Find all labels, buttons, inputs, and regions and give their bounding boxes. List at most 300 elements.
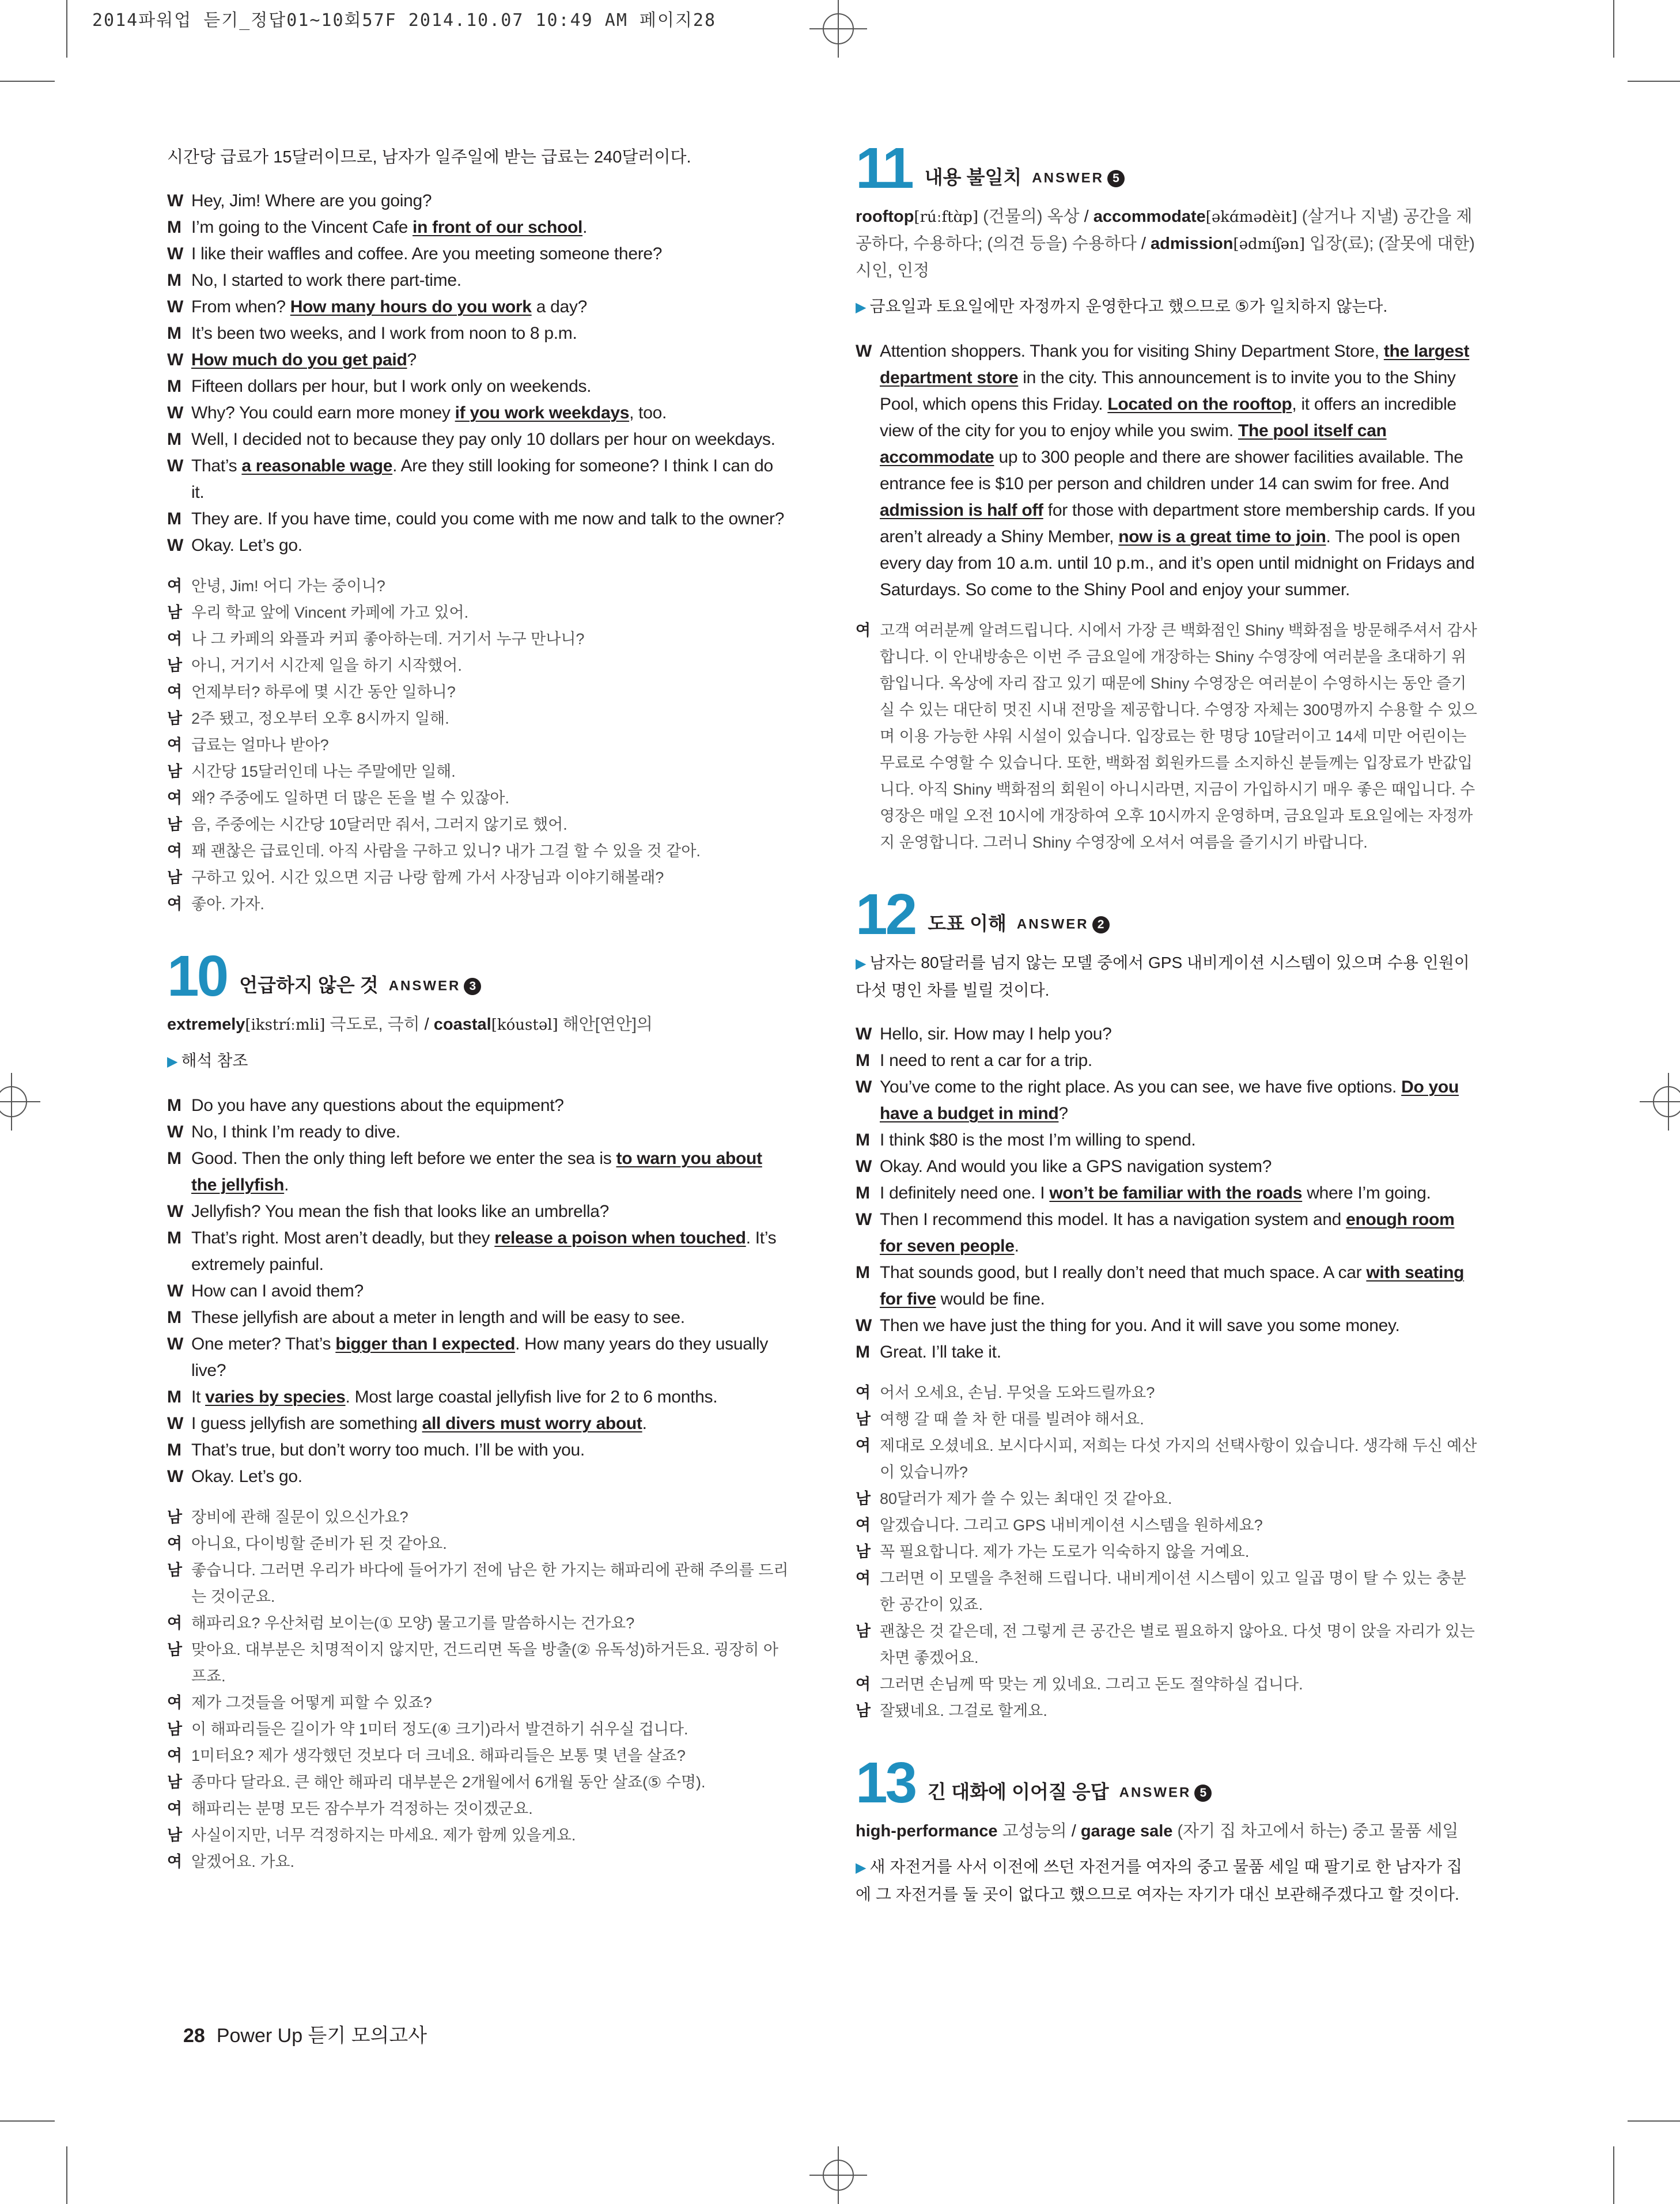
speaker-label: W <box>856 1024 872 1044</box>
text-segment: That sounds good, but I really don’t need that much space. A car <box>880 1263 1367 1282</box>
speaker-label: W <box>167 1202 184 1221</box>
dialog-line <box>167 373 789 400</box>
q12-translation <box>856 1379 1478 1724</box>
speaker-label: 여 <box>856 622 871 639</box>
translation-line <box>167 785 789 811</box>
translation-text: 아니, 거기서 시간제 일을 하기 시작했어. <box>191 657 462 674</box>
translation-text: 우리 학교 앞에 Vincent 카페에 가고 있어. <box>191 604 469 621</box>
speaker-label: W <box>167 456 184 475</box>
dialog-text <box>880 1180 1478 1207</box>
vocab-gloss: (건물의) 옥상 <box>983 207 1080 226</box>
speaker-label: M <box>167 1096 181 1115</box>
translation-line <box>856 1485 1478 1512</box>
speaker-label: M <box>167 1388 181 1407</box>
right-column <box>856 136 1478 1925</box>
translation-text: 언제부터? 하루에 몇 시간 동안 일하니? <box>191 683 456 701</box>
dialog-text <box>880 1154 1478 1180</box>
translation-text: 꼭 필요합니다. 제가 가는 도로가 익숙하지 않을 거예요. <box>880 1543 1250 1560</box>
speaker-label: 여 <box>167 736 183 754</box>
dialog-line <box>167 320 789 347</box>
answer-circle: 5 <box>1194 1785 1212 1802</box>
separator: / <box>1079 207 1093 226</box>
dialog-line <box>167 1092 789 1119</box>
dialog-text <box>191 1092 789 1119</box>
translation-line <box>167 811 789 838</box>
text-segment: That’s right. Most aren’t deadly, but they <box>191 1228 495 1247</box>
text-segment: up to 300 people and there are shower facilities available. The entrance fee is $10 per person and children under 14 can swim for free. And <box>880 448 1463 493</box>
speaker-label: 여 <box>167 1800 183 1817</box>
q10-vocab <box>167 1011 789 1038</box>
translation-text: 여행 갈 때 쓸 차 한 대를 빌려야 해서요. <box>880 1411 1144 1428</box>
speaker-label: W <box>167 1467 184 1486</box>
speaker-label: M <box>856 1343 870 1362</box>
translation-line <box>856 1565 1478 1618</box>
text-segment: . <box>642 1414 647 1433</box>
translation-line <box>167 1557 789 1610</box>
blank-answer: in front of our school <box>413 218 583 237</box>
speaker-label: 여 <box>167 1694 183 1711</box>
speaker-label: M <box>167 1149 181 1168</box>
text-segment: . Are they still looking for someone? I think I can do it. <box>191 456 773 502</box>
text-segment: where I’m going. <box>1302 1184 1431 1203</box>
text-segment: in the city. This announcement is to invite you to the Shiny Pool, which opens this Friday. <box>880 368 1456 414</box>
crop-mark <box>1613 0 1614 58</box>
translation-line <box>856 1406 1478 1432</box>
text-segment: How can I avoid them? <box>191 1281 364 1301</box>
text-segment: Okay. Let’s go. <box>191 536 302 555</box>
q13-header <box>856 1751 1478 1815</box>
speaker-label: 남 <box>856 1411 871 1428</box>
speaker-label: W <box>167 297 184 316</box>
blank-answer: Do you have a budget in mind <box>880 1078 1459 1123</box>
text-segment: It’s been two weeks, and I work from noon to 8 p.m. <box>191 324 577 343</box>
text-segment: Why? You could earn more money <box>191 403 455 422</box>
dialog-text <box>191 294 789 320</box>
dialog-line <box>167 1331 789 1384</box>
dialog-line <box>167 294 789 320</box>
answer-circle: 3 <box>464 978 481 995</box>
translation-line <box>167 1636 789 1689</box>
speaker-label: 남 <box>167 816 183 833</box>
translation-text: 잘됐네요. 그걸로 할게요. <box>880 1702 1047 1719</box>
dialog-text <box>191 426 789 453</box>
dialog-line <box>167 267 789 294</box>
q11-translation <box>856 617 1478 856</box>
dialog-line <box>167 506 789 532</box>
speaker-label: M <box>856 1051 870 1070</box>
speaker-label: 여 <box>167 683 183 701</box>
speaker-label: 여 <box>856 1570 871 1587</box>
q10-translation <box>167 1504 789 1875</box>
speaker-label: W <box>856 1210 872 1229</box>
translation-text: 음, 주중에는 시간당 10달러만 줘서, 그러지 않기로 했어. <box>191 816 567 833</box>
translation-line <box>856 1671 1478 1698</box>
speaker-label: 남 <box>167 1721 183 1738</box>
text-segment: . How many years do they usually live? <box>191 1335 769 1380</box>
dialog-text <box>191 1119 789 1146</box>
dialog-text <box>880 1048 1478 1074</box>
translation-line <box>167 1742 789 1769</box>
q13-hint: ▶ 새 자전거를 사서 이전에 쓰던 자전거를 여자의 중고 물품 세일 때 팔기로 한 남자가 집에 그 자전거를 둘 곳이 없다고 했으므로 여자는 자기가 대신 보관해주겠다고 할 것이다. <box>856 1858 1463 1903</box>
text-segment: . <box>582 218 588 237</box>
crop-mark <box>0 2120 55 2122</box>
text-segment: Then I recommend this model. It has a navigation system and <box>880 1210 1346 1229</box>
speaker-label: 남 <box>167 1827 183 1844</box>
translation-line <box>167 1610 789 1636</box>
speaker-label: M <box>167 377 181 396</box>
blank-answer: all divers must worry about <box>422 1414 642 1433</box>
speaker-label: 남 <box>856 1490 871 1507</box>
answer-circle: 5 <box>1107 170 1125 187</box>
vocab-word: admission <box>1151 235 1233 253</box>
dialog-text <box>191 214 789 241</box>
dialog-text <box>191 267 789 294</box>
vocab-gloss: 극도로, 극히 <box>330 1015 420 1034</box>
translation-line <box>167 1716 789 1742</box>
speaker-label: 여 <box>856 1384 871 1401</box>
translation-line <box>167 573 789 599</box>
dialog-line <box>167 400 789 426</box>
dialog-text <box>880 1074 1478 1127</box>
translation-line <box>856 1618 1478 1671</box>
dialog-line <box>856 1154 1478 1180</box>
blank-answer: admission is half off <box>880 501 1043 520</box>
speaker-label: 여 <box>856 1437 871 1454</box>
speaker-label: 여 <box>167 842 183 860</box>
dialog-line <box>856 1313 1478 1339</box>
vocab-gloss: (자기 집 차고에서 하는) 중고 물품 세일 <box>1177 1822 1459 1840</box>
translation-text: 이 해파리들은 길이가 약 1미터 정도(④ 크기)라서 발견하기 쉬우실 겁니다. <box>191 1721 688 1738</box>
speaker-label: W <box>167 1281 184 1301</box>
speaker-label: 남 <box>856 1702 871 1719</box>
text-segment: No, I think I’m ready to dive. <box>191 1122 400 1141</box>
blank-answer: Located on the rooftop <box>1107 395 1292 414</box>
translation-text: 80달러가 제가 쓸 수 있는 최대인 것 같아요. <box>880 1490 1172 1507</box>
q13-answer: ANSWER 5 <box>1119 1785 1212 1802</box>
translation-line <box>167 864 789 891</box>
dialog-line <box>167 453 789 506</box>
triangle-icon: ▶ <box>856 1860 867 1876</box>
dialog-text <box>880 1021 1478 1048</box>
crop-mark <box>0 81 55 82</box>
speaker-label: 남 <box>167 657 183 674</box>
speaker-label: 여 <box>167 1747 183 1764</box>
translation-line <box>167 679 789 705</box>
dialog-line <box>167 1305 789 1331</box>
text-segment: Good. Then the only thing left before we enter the sea is <box>191 1149 616 1168</box>
translation-text: 장비에 관해 질문이 있으신가요? <box>191 1509 408 1526</box>
crop-mark <box>1613 2146 1614 2204</box>
crop-mark <box>66 2146 67 2204</box>
registration-mark <box>1640 1073 1680 1131</box>
pronunciation: [ədmíʃən] <box>1233 236 1305 253</box>
dialog-text <box>880 1260 1478 1313</box>
speaker-label: W <box>856 1157 872 1176</box>
speaker-label: M <box>856 1184 870 1203</box>
dialog-text <box>191 1384 789 1411</box>
speaker-label: M <box>167 1228 181 1247</box>
translation-line <box>167 1769 789 1795</box>
text-segment: No, I started to work there part-time. <box>191 271 461 290</box>
dialog-line <box>167 214 789 241</box>
translation-text: 구하고 있어. 시간 있으면 지금 나랑 함께 가서 사장님과 이야기해볼래? <box>191 869 664 886</box>
translation-text: 어서 오세요, 손님. 무엇을 도와드릴까요? <box>880 1384 1155 1401</box>
blank-answer: a reasonable wage <box>241 456 393 475</box>
answer-circle: 2 <box>1092 916 1110 933</box>
translation-line <box>167 1504 789 1530</box>
speaker-label: W <box>167 536 184 555</box>
blank-answer: the largest department store <box>880 342 1470 387</box>
q10-answer: ANSWER 3 <box>389 978 482 995</box>
dialog-text <box>880 1313 1478 1339</box>
translation-line <box>167 838 789 864</box>
text-segment: Hey, Jim! Where are you going? <box>191 191 432 210</box>
dialog-line <box>167 241 789 267</box>
crop-mark <box>1628 81 1680 82</box>
speaker-label: 남 <box>167 1562 183 1579</box>
translation-line <box>167 1822 789 1848</box>
speaker-label: 남 <box>856 1543 871 1560</box>
q11-vocab <box>856 203 1478 284</box>
speaker-label: M <box>856 1131 870 1150</box>
dialog-line <box>167 1411 789 1437</box>
dialog-text <box>880 1207 1478 1260</box>
text-segment: Great. I’ll take it. <box>880 1343 1001 1362</box>
text-segment: One meter? That’s <box>191 1335 336 1354</box>
text-segment: . <box>284 1175 289 1194</box>
translation-line <box>167 758 789 785</box>
text-segment: Okay. And would you like a GPS navigation system? <box>880 1157 1272 1176</box>
translation-line <box>167 1848 789 1875</box>
translation-line <box>856 1512 1478 1538</box>
speaker-label: W <box>167 350 184 369</box>
q12-answer: ANSWER 2 <box>1017 916 1110 933</box>
translation-text: 해파리는 분명 모든 잠수부가 걱정하는 것이겠군요. <box>191 1800 533 1817</box>
vocab-gloss: 해안[연안]의 <box>562 1015 653 1034</box>
blank-answer: varies by species <box>205 1388 346 1407</box>
q11-number: 11 <box>856 136 912 201</box>
speaker-label: M <box>167 430 181 449</box>
registration-mark <box>0 1073 40 1131</box>
text-segment: Do you have any questions about the equipment? <box>191 1096 564 1115</box>
translation-line <box>856 1432 1478 1485</box>
vocab-word: high-performance <box>856 1822 998 1840</box>
translation-line <box>167 1530 789 1557</box>
translation-line <box>856 1698 1478 1724</box>
text-segment: Then we have just the thing for you. And it will save you some money. <box>880 1316 1400 1335</box>
dialog-line <box>167 532 789 559</box>
q12-number: 12 <box>856 882 915 947</box>
pronunciation: [əkɑ́mədèit] <box>1205 209 1297 226</box>
left-column <box>167 144 789 1875</box>
text-segment: I think $80 is the most I’m willing to spend. <box>880 1131 1196 1150</box>
blank-answer: bigger than I expected <box>335 1335 516 1354</box>
speaker-label: 남 <box>167 869 183 886</box>
vocab-word: garage sale <box>1080 1822 1173 1840</box>
dialog-text <box>191 1278 789 1305</box>
file-header: 2014파워업 듣기_정답01~10회57F 2014.10.07 10:49 AM 페이지28 <box>92 10 717 31</box>
dialog-text <box>191 1199 789 1225</box>
dialog-line <box>167 1225 789 1278</box>
q13-vocab <box>856 1818 1478 1844</box>
speaker-label: 여 <box>167 895 183 913</box>
blank-answer: The pool itself can accommodate <box>880 421 1387 467</box>
dialog-line <box>167 1437 789 1464</box>
speaker-label: 여 <box>167 630 183 648</box>
text-segment: . The pool is open every day from 10 a.m. until 10 p.m., and it’s open until midnight on Fridays and Saturdays. So come to the Shiny Pool and enjoy your summer. <box>880 527 1475 599</box>
dialog-text <box>191 373 789 400</box>
text-segment: . It’s extremely painful. <box>191 1228 777 1274</box>
translation-text: 사실이지만, 너무 걱정하지는 마세요. 제가 함께 있을게요. <box>191 1827 576 1844</box>
dialog-line <box>856 1180 1478 1207</box>
translation-text: 좋습니다. 그러면 우리가 바다에 들어가기 전에 남은 한 가지는 해파리에 관해 주의를 드리는 것이군요. <box>191 1562 789 1605</box>
q11-dialog <box>856 338 1478 603</box>
translation-line <box>856 1379 1478 1406</box>
q10-number: 10 <box>167 944 227 1008</box>
text-segment: . <box>1014 1237 1019 1256</box>
dialog-text <box>191 532 789 559</box>
translation-text: 아니요, 다이빙할 준비가 된 것 같아요. <box>191 1535 447 1552</box>
q10-dialog <box>167 1092 789 1490</box>
text-segment: You’ve come to the right place. As you can see, we have five options. <box>880 1078 1402 1097</box>
text-segment: a day? <box>531 297 587 316</box>
dialog-line <box>167 1119 789 1146</box>
translation-text: 괜찮은 것 같은데, 전 그렇게 큰 공간은 별로 필요하지 않아요. 다섯 명이 앉을 자리가 있는 차면 좋겠어요. <box>880 1623 1475 1666</box>
dialog-line <box>856 1021 1478 1048</box>
dialog-line <box>856 1207 1478 1260</box>
text-segment: That’s true, but don’t worry too much. I’ll be with you. <box>191 1441 585 1460</box>
speaker-label: W <box>167 403 184 422</box>
dialog-text <box>880 1339 1478 1366</box>
triangle-icon: ▶ <box>856 956 867 971</box>
dialog-line <box>856 1074 1478 1127</box>
dialog-text <box>191 400 789 426</box>
blank-answer: How much do you get paid <box>191 350 407 369</box>
speaker-label: W <box>167 1335 184 1354</box>
translation-text: 해파리요? 우산처럼 보이는(① 모양) 물고기를 말씀하시는 건가요? <box>191 1615 635 1632</box>
text-segment: That’s <box>191 456 242 475</box>
translation-line <box>167 1795 789 1822</box>
blank-answer: enough room for seven people <box>880 1210 1455 1256</box>
text-segment: Fifteen dollars per hour, but I work only on weekends. <box>191 377 592 396</box>
vocab-gloss: (살거나 지낼) 공간을 제공하다, 수용하다; (의견 등을) 수용하다 <box>856 207 1473 253</box>
text-segment: It <box>191 1388 206 1407</box>
text-segment: I need to rent a car for a trip. <box>880 1051 1092 1070</box>
translation-text: 안녕, Jim! 어디 가는 중이니? <box>191 577 385 595</box>
q9-translation <box>167 573 789 917</box>
triangle-icon: ▶ <box>167 1054 178 1069</box>
speaker-label: W <box>856 1316 872 1335</box>
text-segment: I definitely need one. I <box>880 1184 1050 1203</box>
dialog-text <box>191 1437 789 1464</box>
dialog-text <box>880 1127 1478 1154</box>
q10-title: 언급하지 않은 것 <box>239 974 379 996</box>
speaker-label: W <box>856 342 872 361</box>
text-segment: would be fine. <box>936 1290 1045 1309</box>
dialog-line <box>856 1127 1478 1154</box>
speaker-label: W <box>167 244 184 263</box>
q11-title: 내용 불일치 <box>924 167 1022 188</box>
speaker-label: W <box>167 191 184 210</box>
dialog-text <box>191 1331 789 1384</box>
speaker-label: M <box>856 1263 870 1282</box>
speaker-label: M <box>167 218 181 237</box>
translation-text: 급료는 얼마나 받아? <box>191 736 329 754</box>
dialog-text <box>191 1225 789 1278</box>
blank-answer: won’t be familiar with the roads <box>1049 1184 1303 1203</box>
speaker-label: 남 <box>167 763 183 780</box>
page-number: 28 <box>183 2025 205 2047</box>
dialog-text <box>191 506 789 532</box>
crop-mark <box>66 0 67 58</box>
q11-answer: ANSWER 5 <box>1032 170 1125 187</box>
translation-text: 맞아요. 대부분은 치명적이지 않지만, 건드리면 독을 방출(② 유독성)하거든요. 굉장히 아프죠. <box>191 1641 778 1685</box>
pronunciation: [kóustəl] <box>491 1016 558 1034</box>
q9-dialog <box>167 188 789 559</box>
book-title: Power Up 듣기 모의고사 <box>216 2025 427 2047</box>
text-segment: I like their waffles and coffee. Are you meeting someone there? <box>191 244 663 263</box>
translation-text: 2주 됐고, 정오부터 오후 8시까지 일해. <box>191 710 449 727</box>
text-segment: From when? <box>191 297 290 316</box>
q13-title: 긴 대화에 이어질 응답 <box>928 1781 1109 1802</box>
dialog-text <box>191 241 789 267</box>
translation-text: 고객 여러분께 알려드립니다. 시에서 가장 큰 백화점인 Shiny 백화점을 방문해주셔서 감사합니다. 이 안내방송은 이번 주 금요일에 개장하는 Shiny 수영장에 여러분을 초대하기 위함입니다. 옥상에 자리 잡고 있기 때문에 Shiny 수영장은 여러분이 수영하시는 동안 즐기실 수 있는 대단히 멋진 시내 전망을 제공합니다. 수영장 자체는 300명까지 수용할 수 있으며 이용 가능한 샤워 시설이 있습니다. 입장료는 한 명당 10달러이고 14세 미만 어린이는 무료로 수영할 수 있습니다. 또한, 백화점 회원카드를 소지하신 분들께는 입장료가 반값입니다. 아직 Shiny 백화점의 회원이 아니시라면, 지금이 가입하시기 매우 좋은 때입니다. 수영장은 매일 오전 10시에 개장하여 오후 10시까지 운영하며, 금요일과 토요일에는 자정까지 운영합니다. 그러니 Shiny 수영장에 오셔서 여름을 즐기시기 바랍니다. <box>880 622 1477 851</box>
translation-line <box>167 1689 789 1716</box>
dialog-line <box>167 1384 789 1411</box>
separator: / <box>1066 1822 1081 1840</box>
dialog-text <box>191 188 789 214</box>
translation-text: 꽤 괜찮은 급료인데. 아직 사람을 구하고 있니? 내가 그걸 할 수 있을 것 같아. <box>191 842 701 860</box>
translation-text: 시간당 15달러인데 나는 주말에만 일해. <box>191 763 456 780</box>
q11-header <box>856 136 1478 201</box>
text-segment: They are. If you have time, could you come with me now and talk to the owner? <box>191 509 785 528</box>
q10-hint: ▶ 해석 참조 <box>167 1052 248 1069</box>
text-segment: ? <box>1058 1104 1068 1123</box>
separator: / <box>419 1015 434 1034</box>
dialog-line <box>856 1339 1478 1366</box>
text-segment: . Most large coastal jellyfish live for 2 to 6 months. <box>345 1388 718 1407</box>
registration-mark <box>809 2146 867 2204</box>
blank-answer: release a poison when touched <box>494 1228 746 1247</box>
translation-text: 제가 그것들을 어떻게 피할 수 있죠? <box>191 1694 432 1711</box>
translation-text: 1미터요? 제가 생각했던 것보다 더 크네요. 해파리들은 보통 몇 년을 살죠? <box>191 1747 686 1764</box>
translation-text: 그러면 손님께 딱 맞는 게 있네요. 그리고 돈도 절약하실 겁니다. <box>880 1676 1303 1693</box>
blank-answer: now is a great time to join <box>1118 527 1326 546</box>
triangle-icon: ▶ <box>856 300 867 315</box>
speaker-label: W <box>167 1122 184 1141</box>
dialog-line <box>167 347 789 373</box>
speaker-label: 남 <box>167 1641 183 1658</box>
vocab-gloss: 고성능의 <box>1002 1822 1067 1840</box>
q11-hint: ▶ 금요일과 토요일에만 자정까지 운영한다고 했으므로 ⑤가 일치하지 않는다. <box>856 297 1388 315</box>
dialog-text <box>191 453 789 506</box>
dialog-line <box>167 426 789 453</box>
dialog-line <box>167 1464 789 1490</box>
dialog-line <box>167 1146 789 1199</box>
speaker-label: 여 <box>167 577 183 595</box>
translation-text: 그러면 이 모델을 추천해 드립니다. 내비게이션 시스템이 있고 일곱 명이 탈 수 있는 충분한 공간이 있죠. <box>880 1570 1466 1613</box>
q13-number: 13 <box>856 1751 915 1815</box>
vocab-gloss: 입장(료); (잘못에 대한) 시인, 인정 <box>856 235 1475 280</box>
speaker-label: M <box>167 324 181 343</box>
translation-text: 나 그 카페의 와플과 커피 좋아하는데. 거기서 누구 만나니? <box>191 630 585 648</box>
dialog-text <box>191 1146 789 1199</box>
dialog-line <box>167 188 789 214</box>
q12-title: 도표 이해 <box>928 913 1007 934</box>
text-segment: Hello, sir. How may I help you? <box>880 1024 1112 1044</box>
speaker-label: 남 <box>167 604 183 621</box>
text-segment: , too. <box>629 403 667 422</box>
